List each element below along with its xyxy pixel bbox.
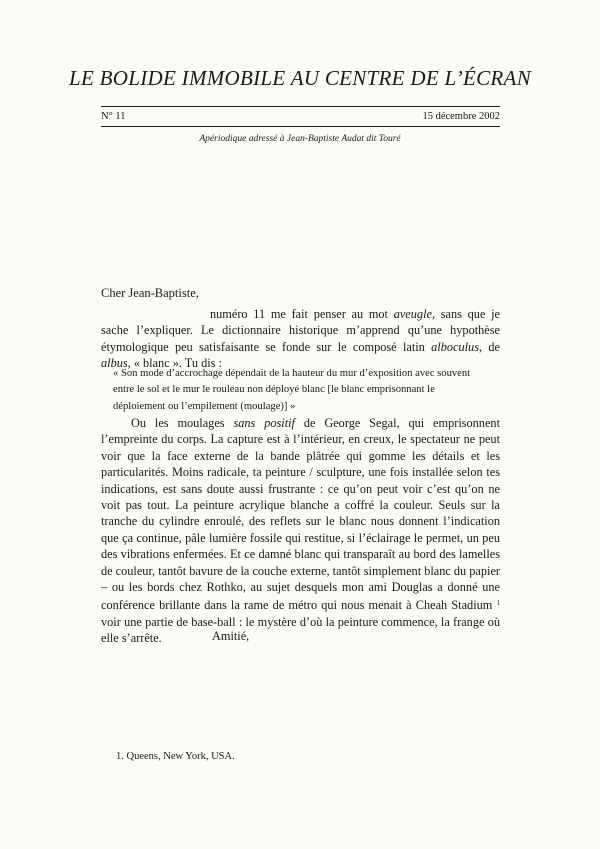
- page-title: LE BOLIDE IMMOBILE AU CENTRE DE L’ÉCRAN: [68, 66, 531, 90]
- footnote-reference: 1: [496, 599, 500, 608]
- paragraph-1-text-a: numéro 11 me fait penser au mot: [210, 307, 394, 321]
- header-rule-top: [101, 106, 500, 107]
- subtitle: Apériodique adressé à Jean-Baptiste Audat dit Touré: [199, 134, 401, 144]
- paragraph-1-text-e: , de: [478, 339, 500, 354]
- paragraph-2-text-a: Ou les moulages: [131, 416, 234, 430]
- paragraph-1-text-g: , « blanc ». Tu dis :: [127, 356, 222, 371]
- closing: Amitié,: [212, 629, 250, 643]
- paragraph-2: [101, 415, 500, 647]
- issue-date: 15 décembre 2002: [422, 111, 500, 122]
- word-alboculus: alboculus: [431, 339, 479, 354]
- paragraph-1-text-c: , sans que je sache l’expliquer. Le dictionnaire historique m’apprend qu’une hypothèse étymologique peu satisfaisante se fonde sur le composé latin: [101, 307, 500, 354]
- paragraph-2-text-c: de George Segal, qui emprisonnent l’empreinte du corps. La capture est à l’intérieur, en creux, le spectateur ne peut voir que la face externe de la bande plâtrée qui gomme les détails et les particularités. Moins radicale, ta peinture / sculpture, une fois installée selon tes indications, est sans doute aussi frustrante : ce qu’on peut voir c’est qu’on ne voit pas tout. La peinture acrylique blanche a coffré la couleur. Seuls sur la tranche du cylindre enroulé, des reflets sur le blanc nous donnent l’indication que ça continue, pâle lumière fossile qui restitue, si l’éclairage le permet, un peu des vibrations enfermées. Et ce damné blanc qui transparaît au bord des lamelles de couleur, tantôt bavure de la couche externe, tantôt simplement blanc du papier – ou les bords chez Rothko, au sujet desquels mon ami Douglas a donné une conférence brillante dans la rame de métro qui nous menait à Cheah Stadium: [101, 416, 501, 613]
- word-albus: albus: [101, 356, 128, 371]
- phrase-sans-positif: sans positif: [233, 416, 295, 430]
- salutation: Cher Jean-Baptiste,: [101, 286, 199, 300]
- paragraph-2-text-d: voir une partie de base-ball : le mystère d’où la peinture commence, la frange où elle s’arrête.: [101, 614, 500, 646]
- issue-number: N° 11: [101, 111, 126, 122]
- block-quote: « Son mode d’accrochage dépendait de la hauteur du mur d’exposition avec souvent entre le sol et le mur le rouleau non déployé blanc [le blanc emprisonnant le déploiement ou l’empilement (moulage)] »: [113, 368, 471, 412]
- word-aveugle: aveugle: [393, 307, 432, 321]
- paragraph-1: [101, 306, 500, 372]
- header-rule-bottom: [101, 126, 500, 127]
- footnote: 1. Queens, New York, USA.: [116, 751, 235, 762]
